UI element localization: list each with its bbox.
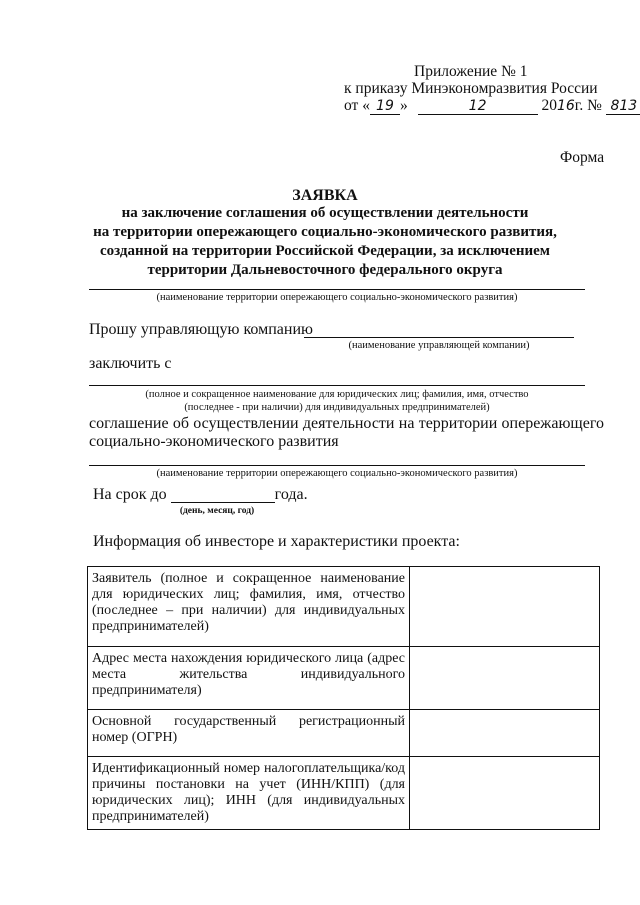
title-line-2: на территории опережающего социально-экономического развития, xyxy=(93,224,557,240)
table-row xyxy=(88,567,600,647)
date-caption: (день, месяц, год) xyxy=(179,506,255,516)
row-value-inn[interactable] xyxy=(410,757,600,830)
title-line-4: территории Дальневосточного федерального округа xyxy=(147,262,503,278)
territory-field-1[interactable] xyxy=(89,289,585,290)
applicant-field[interactable] xyxy=(89,385,585,386)
row-label-applicant: Заявитель (полное и сокращенное наименование для юридических лиц; фамилия, имя, отчество (последнее – при наличии) для индивидуальных предпринимателей) xyxy=(88,567,410,647)
row-label-ogrn: Основной государственный регистрационный номер (ОГРН) xyxy=(88,710,410,757)
term-date-field[interactable] xyxy=(171,487,275,503)
order-number-field[interactable]: 813 xyxy=(606,99,640,115)
row-label-address: Адрес места нахождения юридического лица (адрес места жительства индивидуального предпринимателя) xyxy=(88,647,410,710)
date-month-field[interactable]: 12 xyxy=(418,99,538,115)
date-from-label: от « xyxy=(344,97,370,114)
territory-caption-1: (наименование территории опережающего социально-экономического развития) xyxy=(156,292,518,303)
table-row xyxy=(88,647,600,710)
territory-caption-2: (наименование территории опережающего социально-экономического развития) xyxy=(156,468,518,479)
row-label-inn: Идентификационный номер налогоплательщика/код причины постановки на учет (ИНН/КПП) (для юридических лиц); ИНН (для индивидуальных предпринимателей) xyxy=(88,757,410,830)
territory-field-2[interactable] xyxy=(89,465,585,466)
applicant-caption-2: (последнее - при наличии) для индивидуальных предпринимателей) xyxy=(184,402,490,413)
appendix-title: Приложение № 1 xyxy=(414,63,528,80)
table-row xyxy=(88,710,600,757)
term-prefix: На срок до xyxy=(93,486,167,503)
row-value-applicant[interactable] xyxy=(410,567,600,647)
row-value-ogrn[interactable] xyxy=(410,710,600,757)
date-day-field[interactable]: 19 xyxy=(370,99,400,115)
appendix-date-number xyxy=(344,97,640,115)
conclude-label: заключить с xyxy=(89,355,172,372)
term-suffix: года. xyxy=(274,486,308,503)
date-year-label: г. № xyxy=(574,97,602,114)
title-line-1: на заключение соглашения об осуществлении деятельности xyxy=(121,205,529,221)
agreement-text-line-2: социально-экономического развития xyxy=(89,433,339,450)
form-label: Форма xyxy=(560,149,605,166)
company-field[interactable] xyxy=(304,337,574,338)
appendix-order: к приказу Минэкономразвития России xyxy=(344,80,598,97)
date-year-suffix[interactable]: 16 xyxy=(556,98,575,114)
applicant-caption-1: (полное и сокращенное наименование для юридических лиц; фамилия, имя, отчество xyxy=(145,389,529,400)
date-close-quote: » xyxy=(399,97,408,114)
request-label: Прошу управляющую компанию xyxy=(89,321,313,338)
table-row xyxy=(88,757,600,830)
agreement-text-line-1: соглашение об осуществлении деятельности на территории опережающего xyxy=(89,415,604,432)
company-caption: (наименование управляющей компании) xyxy=(348,340,530,351)
term-row xyxy=(93,486,308,504)
row-value-address[interactable] xyxy=(410,647,600,710)
date-year-prefix: 20 xyxy=(541,97,557,114)
title-line-3: созданной на территории Российской Федерации, за исключением xyxy=(99,243,551,259)
investor-info-table xyxy=(87,566,600,830)
document-heading: ЗАЯВКА xyxy=(292,187,358,204)
info-heading: Информация об инвесторе и характеристики проекта: xyxy=(93,533,460,550)
